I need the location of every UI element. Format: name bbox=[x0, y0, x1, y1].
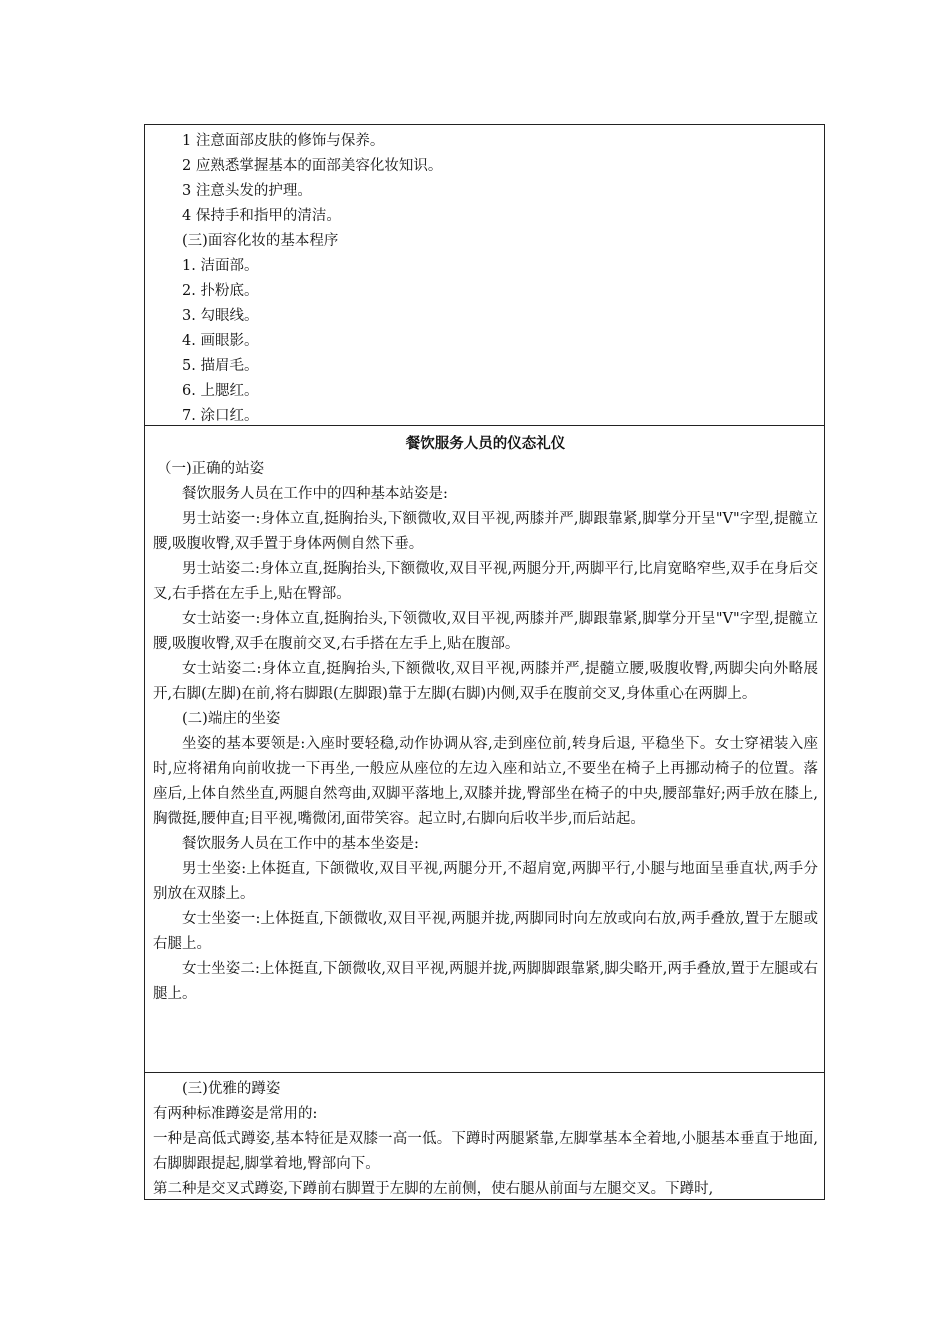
list-item: 2. 扑粉底。 bbox=[182, 283, 259, 299]
paragraph: 女士坐姿一:上体挺直,下颌微收,双目平视,两腿并拢,两脚同时向左放或向右放,两手叠放,置于左腿或右腿上。 bbox=[153, 911, 818, 952]
list-item: 3 注意头发的护理。 bbox=[182, 183, 312, 199]
paragraph: 男士站姿一:身体立直,挺胸抬头,下额微收,双目平视,两膝并严,脚跟靠紧,脚掌分开呈"V"字型,提髋立腰,吸腹收臀,双手置于身体两侧自然下垂。 bbox=[153, 511, 818, 552]
section-subheading: （一)正确的站姿 bbox=[157, 461, 265, 477]
paragraph: 女士坐姿二:上体挺直,下颌微收,双目平视,两腿并拢,两脚脚跟靠紧,脚尖略开,两手叠放,置于左腿或右腿上。 bbox=[153, 961, 818, 1002]
list-item: 5. 描眉毛。 bbox=[182, 358, 259, 374]
paragraph: 第二种是交叉式蹲姿,下蹲前右脚置于左脚的左前侧，使右腿从前面与左腿交叉。下蹲时, bbox=[153, 1181, 714, 1197]
list-item: 4 保持手和指甲的清洁。 bbox=[182, 208, 341, 224]
list-item: 7. 涂口红。 bbox=[182, 408, 259, 424]
table-cell-squat bbox=[144, 1072, 825, 1200]
section-subheading: (二)端庄的坐姿 bbox=[182, 711, 281, 727]
paragraph: 餐饮服务人员在工作中的基本坐姿是: bbox=[182, 836, 419, 852]
paragraph: 坐姿的基本要领是:入座时要轻稳,动作协调从容,走到座位前,转身后退, 平稳坐下。女士穿裙装入座时,应将裙角向前收拢一下再坐,一般应从座位的左边入座和站立,不要坐在椅子上再挪动椅子的位置。落座后,上体自然坐直,两腿自然弯曲,双脚平落地上,双膝并拢,臀部坐在椅子的中央,腰部靠好;两手放在膝上,胸微挺,腰伸直;目平视,嘴微闭,面带笑容。起立时,右脚向后收半步,而后站起。 bbox=[153, 736, 818, 827]
list-item: 1. 洁面部。 bbox=[182, 258, 259, 274]
section-subheading: (三)面容化妆的基本程序 bbox=[182, 233, 339, 249]
paragraph: 餐饮服务人员在工作中的四种基本站姿是: bbox=[182, 486, 448, 502]
paragraph: 女士站姿二:身体立直,挺胸抬头,下额微收,双目平视,两膝并严,提髓立腰,吸腹收臀,两脚尖向外略展开,右脚(左脚)在前,将右脚跟(左脚跟)靠于左脚(右脚)内侧,双手在腹前交叉,身体重心在两脚上。 bbox=[153, 661, 818, 702]
list-item: 3. 勾眼线。 bbox=[182, 308, 259, 324]
paragraph: 有两种标准蹲姿是常用的: bbox=[153, 1106, 318, 1122]
paragraph: 一种是高低式蹲姿,基本特征是双膝一高一低。下蹲时两腿紧靠,左脚掌基本全着地,小腿基本垂直于地面,右脚脚跟提起,脚掌着地,臀部向下。 bbox=[153, 1131, 818, 1172]
list-item: 1 注意面部皮肤的修饰与保养。 bbox=[182, 133, 385, 149]
paragraph: 女士站姿一:身体立直,挺胸抬头,下领微收,双目平视,两膝并严,脚跟靠紧,脚掌分开呈"V"字型,提髋立腰,吸腹收臀,双手在腹前交叉,右手搭在左手上,贴在腹部。 bbox=[153, 611, 818, 652]
section-title: 餐饮服务人员的仪态礼仪 bbox=[405, 436, 566, 452]
paragraph: 男士站姿二:身体立直,挺胸抬头,下额微收,双目平视,两腿分开,两脚平行,比肩宽略窄些,双手在身后交叉,右手搭在左手上,贴在臀部。 bbox=[153, 561, 818, 602]
list-item: 6. 上腮红。 bbox=[182, 383, 259, 399]
table-cell-posture bbox=[144, 425, 825, 1073]
section-subheading: (三)优雅的蹲姿 bbox=[182, 1081, 281, 1097]
list-item: 4. 画眼影。 bbox=[182, 333, 259, 349]
list-item: 2 应熟悉掌握基本的面部美容化妆知识。 bbox=[182, 158, 443, 174]
paragraph: 男士坐姿:上体挺直, 下颌微收,双目平视,两腿分开,不超肩宽,两脚平行,小腿与地面呈垂直状,两手分别放在双膝上。 bbox=[153, 861, 818, 902]
table-cell-makeup bbox=[144, 124, 825, 426]
